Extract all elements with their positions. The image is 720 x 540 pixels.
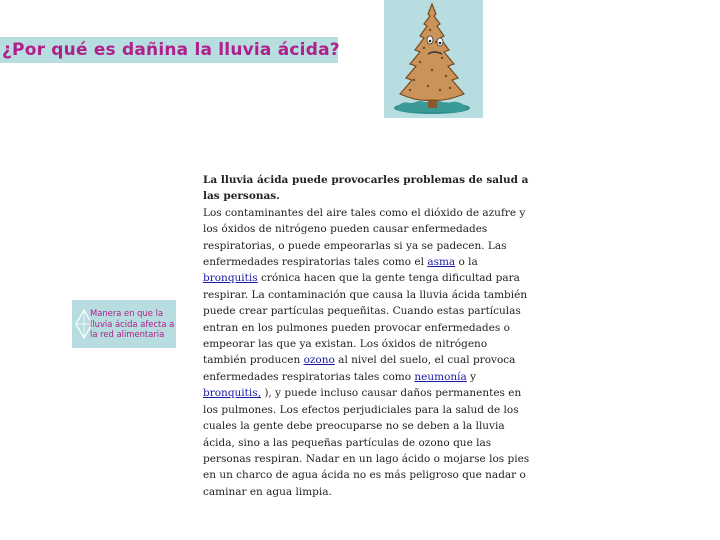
food-chain-link-label: Manera en que la lluvia ácida afecta a la red alimentaria — [90, 308, 175, 339]
article-text: y — [466, 370, 477, 383]
article-heading: La lluvia ácida puede provocarles problemas de salud a las personas. — [203, 174, 529, 203]
tree-illustration — [384, 0, 483, 118]
article-text: Los contaminantes del aire tales como el dióxido de azufre y los óxidos de nitrógeno pueden causar enfermedades respiratorias, o puede empeorarlas si ya se padecen. Las enfermedades respiratorias tales como el — [203, 206, 526, 269]
article-text: ), y puede incluso causar daños permanentes en los pulmones. Los efectos perjudiciales para la salud de los cuales la gente debe preocuparse no se deben a la lluvia ácida, sino a las pequeñas partículas de ozono que las personas respiran. Nadar en un lago ácido o mojarse los pies en un charco de agua ácida no es más peligroso que nadar o caminar en agua limpia. — [203, 387, 530, 498]
pine-tree-with-face-illustration — [384, 0, 483, 118]
link-asma[interactable]: asma — [427, 256, 456, 269]
link-ozono[interactable]: ozono — [303, 354, 335, 367]
title-banner — [0, 37, 338, 63]
article-text: o la — [455, 256, 478, 269]
link-neumonia[interactable]: neumonía — [414, 370, 467, 383]
article-body — [203, 172, 531, 500]
link-bronquitis-2[interactable]: bronquitis, — [203, 387, 261, 400]
page-title: ¿Por qué es dañina la lluvia ácida? — [2, 40, 340, 60]
article-text: crónica hacen que la gente tenga dificultad para respirar. La contaminación que causa la lluvia ácida también puede crear partículas pequeñitas. Cuando estas partículas entran en los pulmones pueden provocar enfermedades o empeorar las que ya existan. Los óxidos de nitrógeno también producen — [203, 272, 528, 367]
link-bronquitis[interactable]: bronquitis — [203, 272, 258, 285]
food-chain-link-button[interactable] — [72, 300, 176, 348]
article-text: al nivel del suelo, el cual provoca enfermedades respiratorias tales como — [203, 354, 516, 383]
